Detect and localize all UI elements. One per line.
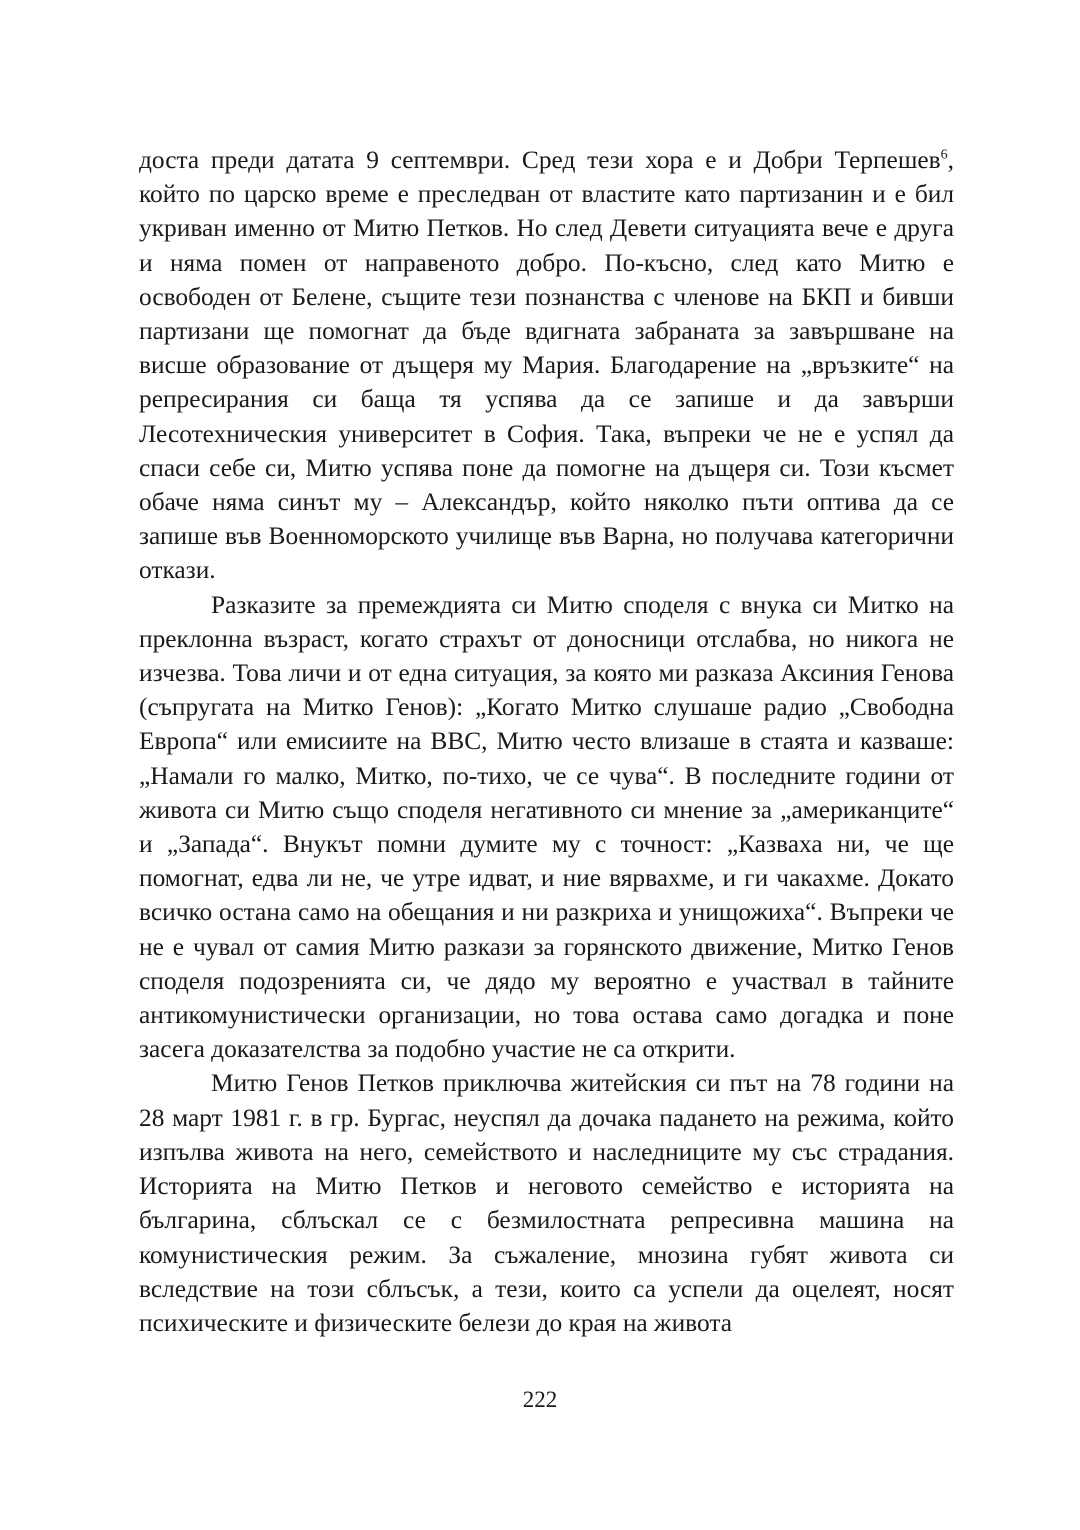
page-number: 222 xyxy=(522,1387,558,1412)
paragraph-1-text-start: доста преди датата 9 септември. Сред тези хора е и Добри Терпешев xyxy=(139,146,941,174)
paragraph-1 xyxy=(139,143,954,588)
paragraph-1-text-end: , който по царско време е преследван от властите като партизанин и е бил укриван именно от Митю Петков. Но след Девети ситуацията вече е друга и няма помен от направеното добро. По-късно, след като Митю е освободен от Белене, същите тези познанства с членове на БКП и бивши партизани ще помогнат да бъде вдигната забраната за завършване на висше образование от дъщеря му Мария. Благодарение на „връзките“ на репресирания си баща тя успява да се запише и да завърши Лесотехническия университет в София. Така, въпреки че не е успял да спаси себе си, Митю успява поне да помогне на дъщеря си. Този късмет обаче няма синът му – Александър, който няколко пъти оптива да се запише във Военноморското училище във Варна, но получава категорични откази. xyxy=(139,146,954,585)
paragraph-2: Разказите за премеждията си Митю споделя с внука си Митко на преклонна възраст, когато страхът от доносници отслабва, но никога не изчезва. Това личи и от една ситуация, за която ми разказа Аксиния Генова (съпругата на Митко Генов): „Когато Митко слушаше радио „Свободна Европа“ или емисиите на BBC, Митю често влизаше в стаята и казваше: „Намали го малко, Митко, по-тихо, че се чува“. В последните години от живота си Митю също споделя негативното си мнение за „американците“ и „Запада“. Внукът помни думите му с точност: „Казваха ни, че ще помогнат, едва ли не, че утре идват, и ние вярвахме, и ги чакахме. Докато всичко остана само на обещания и ни разкриха и унищожиха“. Въпреки че не е чувал от самия Митю разкази за горянското движение, Митко Генов споделя подозренията си, че дядо му вероятно е участвал в тайните антикомунистически организации, но това остава само догадка и поне засега доказателства за подобно участие не са открити. xyxy=(139,590,954,1064)
paragraph-3: Митю Генов Петков приключва житейския си път на 78 години на 28 март 1981 г. в гр. Бургас, неуспял да дочака падането на режима, който изпълва живота на него, семейството и наследниците му със страдания. Историята на Митю Петков и неговото семейство е историята на българина, сблъскал се с безмилостната репресивна машина на комунистическия режим. За съжаление, мнозина губят живота си вследствие на този сблъсък, а тези, които са успели да оцелеят, носят психическите и физическите белези до края на живота xyxy=(139,1069,954,1337)
footnote-reference[interactable]: 6 xyxy=(940,147,948,163)
body-text xyxy=(139,143,954,1340)
